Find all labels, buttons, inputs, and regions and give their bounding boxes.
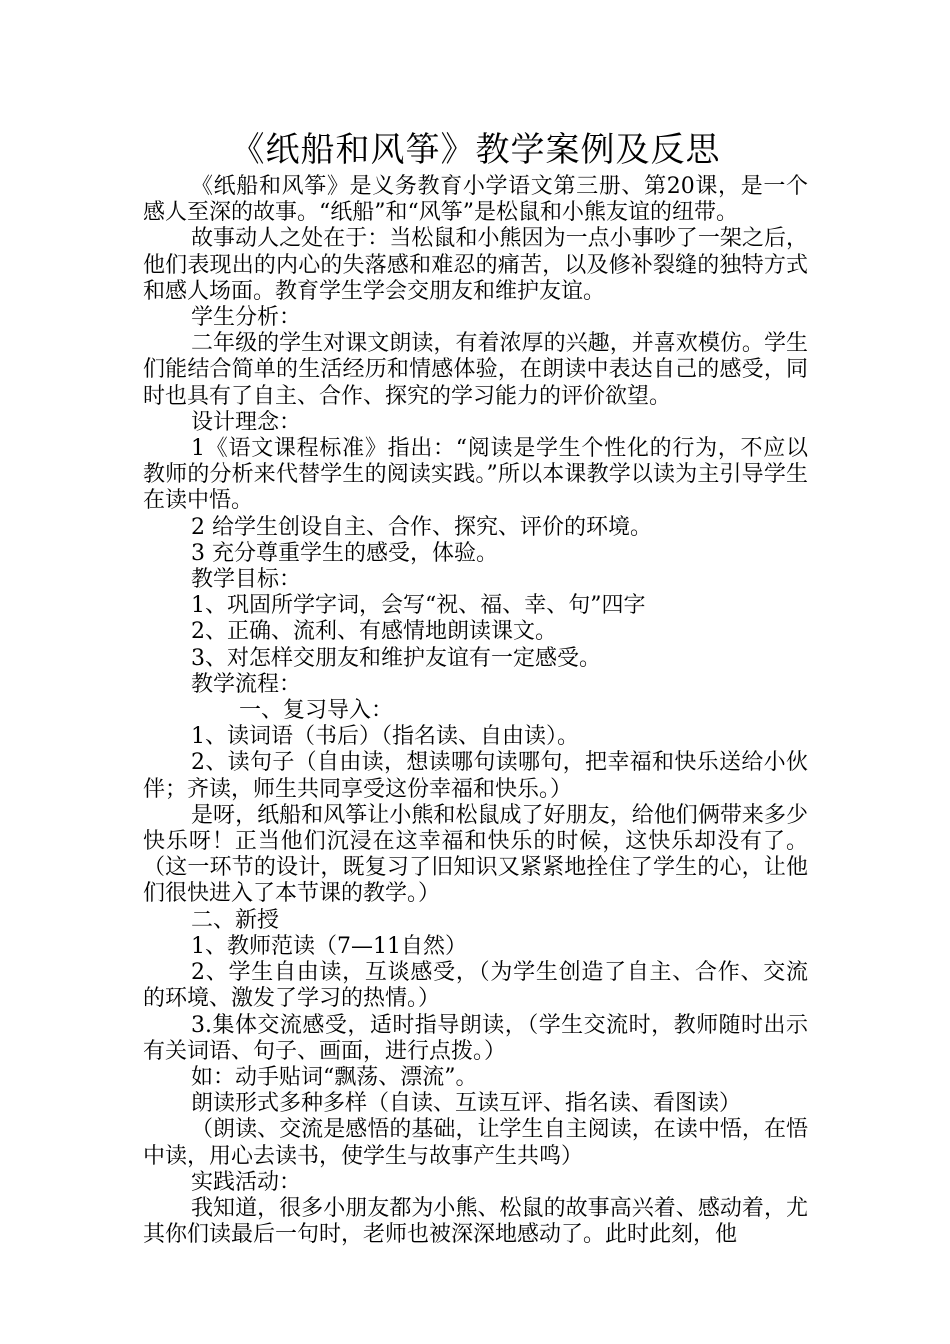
paragraph: 1、读词语（书后）（指名读、自由读）。 [191, 724, 579, 750]
paragraph: 教学流程： [191, 671, 302, 697]
document-page [143, 128, 808, 1248]
paragraph: 3 充分尊重学生的感受，体验。 [191, 540, 498, 566]
paragraph: 1《语文课程标准》指出：“阅读是学生个性化的行为，不应以教师的分析来代替学生的阅读实践。”所以本课教学以读为主引导学生在读中悟。 [143, 436, 808, 514]
paragraph: 故事动人之处在于：当松鼠和小熊因为一点小事吵了一架之后，他们表现出的内心的失落感和难忍的痛苦，以及修补裂缝的独特方式和感人场面。教育学生学会交朋友和维护友谊。 [143, 226, 808, 304]
paragraph: （朗读、交流是感悟的基础，让学生自主阅读，在读中悟，在悟中读，用心去读书，使学生与故事产生共鸣） [143, 1117, 808, 1169]
paragraph: 我知道，很多小朋友都为小熊、松鼠的故事高兴着、感动着，尤其你们读最后一句时，老师也被深深地感动了。此时此刻，他 [143, 1195, 808, 1248]
paragraph: 教学目标： [191, 567, 302, 593]
paragraph: 2、读句子（自由读，想读哪句读哪句，把幸福和快乐送给小伙伴；齐读，师生共同享受这份幸福和快乐。） [143, 750, 808, 802]
paragraph: 3、对怎样交朋友和维护友谊有一定感受。 [191, 645, 601, 671]
paragraph: 学生分析： [191, 305, 302, 331]
document-body [143, 174, 808, 1248]
paragraph: 2 给学生创设自主、合作、探究、评价的环境。 [191, 514, 652, 540]
paragraph: 一、复习导入： [239, 698, 394, 724]
paragraph: 《纸船和风筝》是义务教育小学语文第三册、第20课，是一个感人至深的故事。“纸船”和“风筝”是松鼠和小熊友谊的纽带。 [143, 174, 808, 226]
paragraph: 朗读形式多种多样（自读、互读互评、指名读、看图读） [191, 1091, 742, 1117]
paragraph: 2、正确、流利、有感情地朗读课文。 [191, 619, 557, 645]
paragraph: 如：动手贴词“飘荡、漂流”。 [191, 1064, 478, 1090]
paragraph: 2、学生自由读，互谈感受，（为学生创造了自主、合作、交流的环境、激发了学习的热情。） [143, 960, 808, 1012]
paragraph: 3.集体交流感受，适时指导朗读，（学生交流时，教师随时出示有关词语、句子、画面，进行点拨。） [143, 1012, 808, 1064]
document-title: 《纸船和风筝》教学案例及反思 [230, 130, 721, 170]
paragraph: 二、新授 [191, 907, 280, 933]
paragraph: 1、巩固所学字词，会写“祝、福、幸、句”四字 [191, 593, 646, 619]
paragraph: 1、教师范读（7—11自然） [191, 933, 467, 959]
paragraph: 实践活动： [191, 1169, 302, 1195]
paragraph: 二年级的学生对课文朗读，有着浓厚的兴趣，并喜欢模仿。学生们能结合简单的生活经历和情感体验，在朗读中表达自己的感受，同时也具有了自主、合作、探究的学习能力的评价欲望。 [143, 331, 808, 409]
paragraph: 设计理念： [191, 409, 302, 435]
paragraph: 是呀，纸船和风筝让小熊和松鼠成了好朋友，给他们俩带来多少快乐呀！正当他们沉浸在这幸福和快乐的时候，这快乐却没有了。（这一环节的设计，既复习了旧知识又紧紧地拴住了学生的心，让他们很快进入了本节课的教学。） [143, 802, 808, 907]
